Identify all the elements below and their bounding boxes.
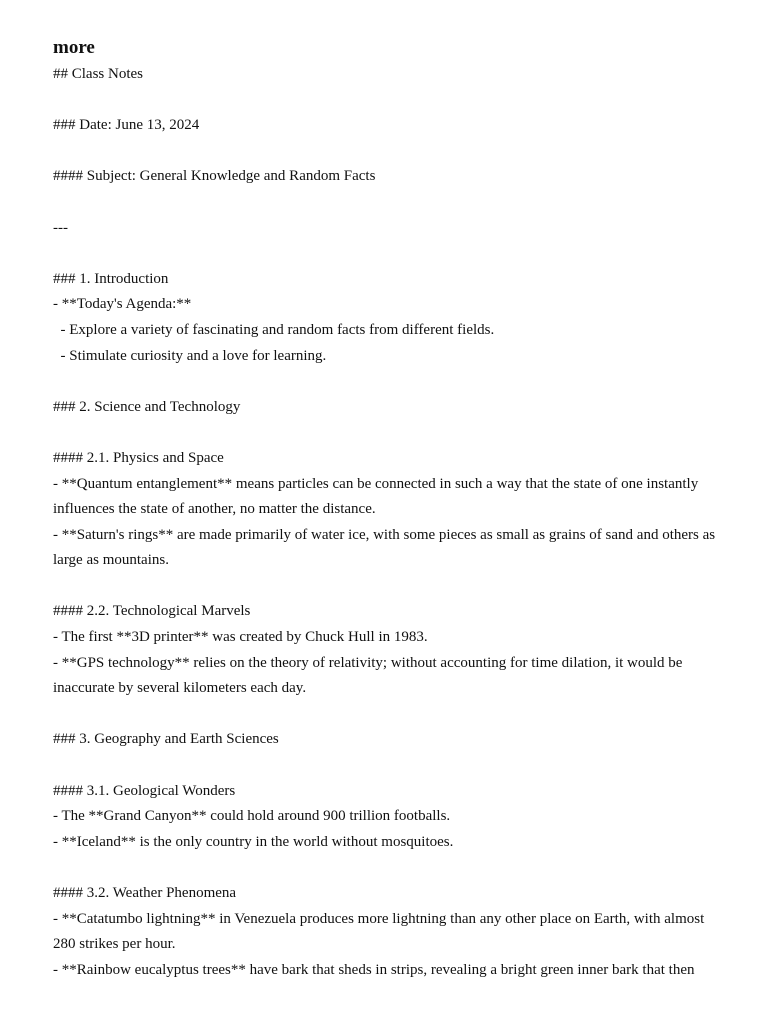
blank-line [53,420,725,446]
separator: --- [53,219,68,236]
fact-item: - **Catatumbo lightning** in Venezuela produces more lightning than any other place on Earth, with almost 280 strikes per hour. [53,910,708,953]
tech-heading: #### 2.2. Technological Marvels [53,603,251,620]
fact-item: - **GPS technology** relies on the theory of relativity; without accounting for time dilation, it would be inaccurate by several kilometers each day. [53,654,687,697]
agenda-item: - Explore a variety of fascinating and random facts from different fields. [53,321,495,338]
agenda-label: - **Today's Agenda:** [53,296,192,313]
blank-line [53,139,725,165]
intro-heading: ### 1. Introduction [53,270,169,287]
blank-line [53,88,725,114]
document-page [53,36,725,983]
blank-line [53,574,725,600]
fact-item: - The first **3D printer** was created by Chuck Hull in 1983. [53,629,428,646]
blank-line [53,241,725,267]
weather-heading: #### 3.2. Weather Phenomena [53,885,237,901]
blank-line [53,190,725,216]
document-title: more [53,37,95,58]
science-heading: ### 2. Science and Technology [53,398,241,415]
blank-line [53,753,725,779]
blank-line [53,702,725,728]
fact-item: - **Quantum entanglement** means particles can be connected in such a way that the state of one instantly influences the state of another, no matter the distance. [53,475,702,518]
fact-item: - The **Grand Canyon** could hold around 900 trillion footballs. [53,808,451,825]
physics-heading: #### 2.1. Physics and Space [53,449,224,466]
geo-heading: ### 3. Geography and Earth Sciences [53,731,279,748]
date-line: ### Date: June 13, 2024 [53,117,200,134]
blank-line [53,855,725,881]
fact-item: - **Saturn's rings** are made primarily of water ice, with some pieces as small as grains of sand and others as large as mountains. [53,526,719,569]
heading-class-notes: ## Class Notes [53,66,143,82]
subject-line: #### Subject: General Knowledge and Random Facts [53,168,376,185]
agenda-item: - Stimulate curiosity and a love for learning. [53,347,327,364]
fact-item: - **Rainbow eucalyptus trees** have bark that sheds in strips, revealing a bright green inner bark that then [53,961,695,978]
blank-line [53,369,725,395]
fact-item: - **Iceland** is the only country in the world without mosquitoes. [53,833,454,850]
geological-heading: #### 3.1. Geological Wonders [53,782,236,799]
